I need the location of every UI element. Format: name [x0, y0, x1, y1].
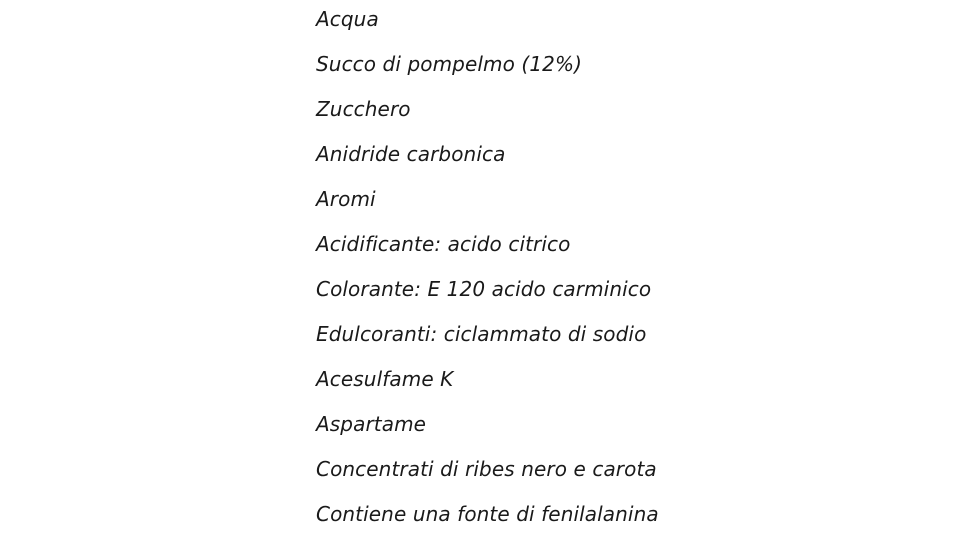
ingredient-text: Zucchero — [316, 97, 411, 121]
ingredient-text: Succo di pompelmo (12%) — [316, 52, 582, 76]
ingredient-text: Anidride carbonica — [316, 142, 506, 166]
ingredient-text: Acqua — [316, 7, 379, 31]
ingredient-text: Aromi — [316, 187, 376, 211]
ingredient-text: Concentrati di ribes nero e carota — [316, 457, 657, 481]
ingredient-text: Contiene una fonte di fenilalanina — [316, 502, 659, 526]
ingredient-text: Colorante: E 120 acido carminico — [316, 277, 652, 301]
ingredient-text: Acesulfame K — [316, 367, 454, 391]
ingredient-text: Edulcoranti: ciclammato di sodio — [316, 322, 647, 346]
ingredient-text: Acidificante: acido citrico — [316, 232, 571, 256]
ingredient-text: Aspartame — [316, 412, 427, 436]
